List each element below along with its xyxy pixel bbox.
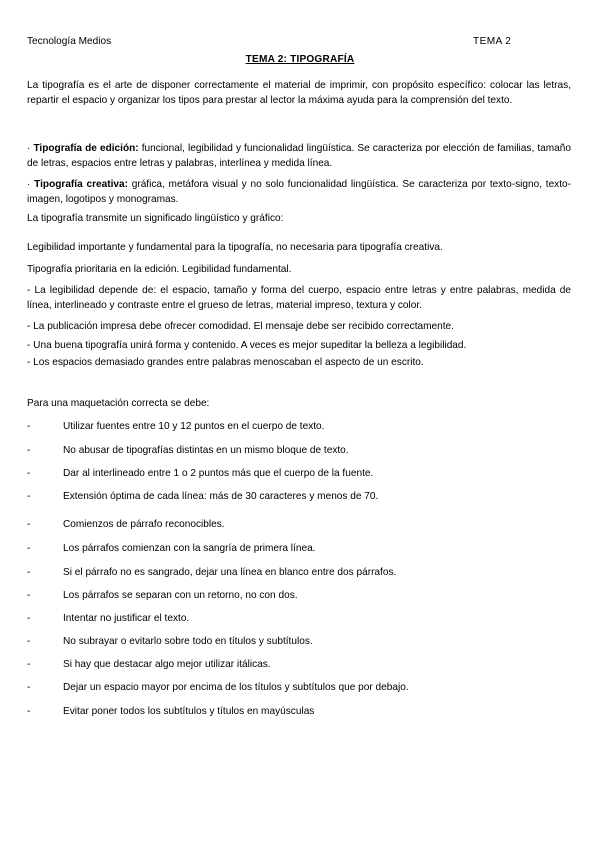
rule-dash: - (27, 636, 31, 647)
rule-dash: - (27, 421, 31, 432)
point-item: - La publicación impresa debe ofrecer comodidad. El mensaje debe ser recibido correctamente. (27, 321, 454, 332)
rule-item: Si hay que destacar algo mejor utilizar itálicas. (63, 659, 271, 670)
rule-dash: - (27, 468, 31, 479)
rule-item: Si el párrafo no es sangrado, dejar una línea en blanco entre dos párrafos. (63, 567, 397, 578)
rule-item: Intentar no justificar el texto. (63, 613, 190, 624)
rule-dash: - (27, 613, 31, 624)
legibility-line-2: Tipografía prioritaria en la edición. Legibilidad fundamental. (27, 264, 292, 275)
type-term: Tipografía de edición: (33, 143, 139, 154)
rule-dash: - (27, 543, 31, 554)
rule-item: No abusar de tipografías distintas en un mismo bloque de texto. (63, 445, 349, 456)
header-subject: Tecnología Medios (27, 36, 112, 47)
page-title: TEMA 2: TIPOGRAFÍA (245, 54, 355, 65)
header-topic: TEMA 2 (473, 36, 512, 47)
type-edition-paragraph (27, 142, 571, 171)
rule-item: Evitar poner todos los subtítulos y títulos en mayúsculas (63, 706, 315, 717)
transmits-line: La tipografía transmite un significado lingüístico y gráfico: (27, 213, 284, 224)
rule-item: No subrayar o evitarlo sobre todo en títulos y subtítulos. (63, 636, 313, 647)
type-prefix: · (27, 179, 35, 190)
rule-item: Utilizar fuentes entre 10 y 12 puntos en el cuerpo de texto. (63, 421, 325, 432)
rule-dash: - (27, 590, 31, 601)
layout-heading: Para una maquetación correcta se debe: (27, 398, 210, 409)
type-description: funcional, legibilidad y funcionalidad lingüística. Se caracteriza por elección de familias, tamaño de letras, espacios entre letras y palabras, interlínea y medida línea. (27, 143, 571, 169)
rule-item: Dar al interlineado entre 1 o 2 puntos más que el cuerpo de la fuente. (63, 468, 374, 479)
intro-paragraph: La tipografía es el arte de disponer correctamente el material de imprimir, con propósito específico: colocar las letras, repartir el espacio y organizar los tipos para prestar al lector la máxima ayuda para la comprensión del texto. (27, 80, 571, 106)
rule-item: Los párrafos comienzan con la sangría de primera línea. (63, 543, 316, 554)
rule-item: Extensión óptima de cada línea: más de 30 caracteres y menos de 70. (63, 491, 379, 502)
type-prefix: · (27, 143, 34, 154)
point-item: - Los espacios demasiado grandes entre palabras menoscaban el aspecto de un escrito. (27, 357, 424, 368)
rule-dash: - (27, 491, 31, 502)
rule-dash: - (27, 706, 31, 717)
rule-item: Dejar un espacio mayor por encima de los títulos y subtítulos que por debajo. (63, 682, 409, 693)
rule-dash: - (27, 682, 31, 693)
rule-item: Los párrafos se separan con un retorno, no con dos. (63, 590, 298, 601)
rule-dash: - (27, 567, 31, 578)
point-item: - La legibilidad depende de: el espacio, tamaño y forma del cuerpo, espacio entre letras y entre palabras, medida de línea, interlineado y contraste entre el grueso de letras, material impreso, textura y color. (27, 285, 571, 311)
legibility-line-1: Legibilidad importante y fundamental para la tipografía, no necesaria para tipografía creativa. (27, 242, 443, 253)
type-description: gráfica, metáfora visual y no solo funcionalidad lingüística. Se caracteriza por texto-signo, texto-imagen, logotipos y monogramas. (27, 179, 572, 205)
type-term: Tipografía creativa: (34, 179, 128, 190)
rule-dash: - (27, 659, 31, 670)
type-creative-paragraph (27, 178, 571, 207)
rule-dash: - (27, 445, 31, 456)
rule-item: Comienzos de párrafo reconocibles. (63, 519, 225, 530)
rule-dash: - (27, 519, 31, 530)
point-item: - Una buena tipografía unirá forma y contenido. A veces es mejor supeditar la belleza a legibilidad. (27, 340, 467, 351)
